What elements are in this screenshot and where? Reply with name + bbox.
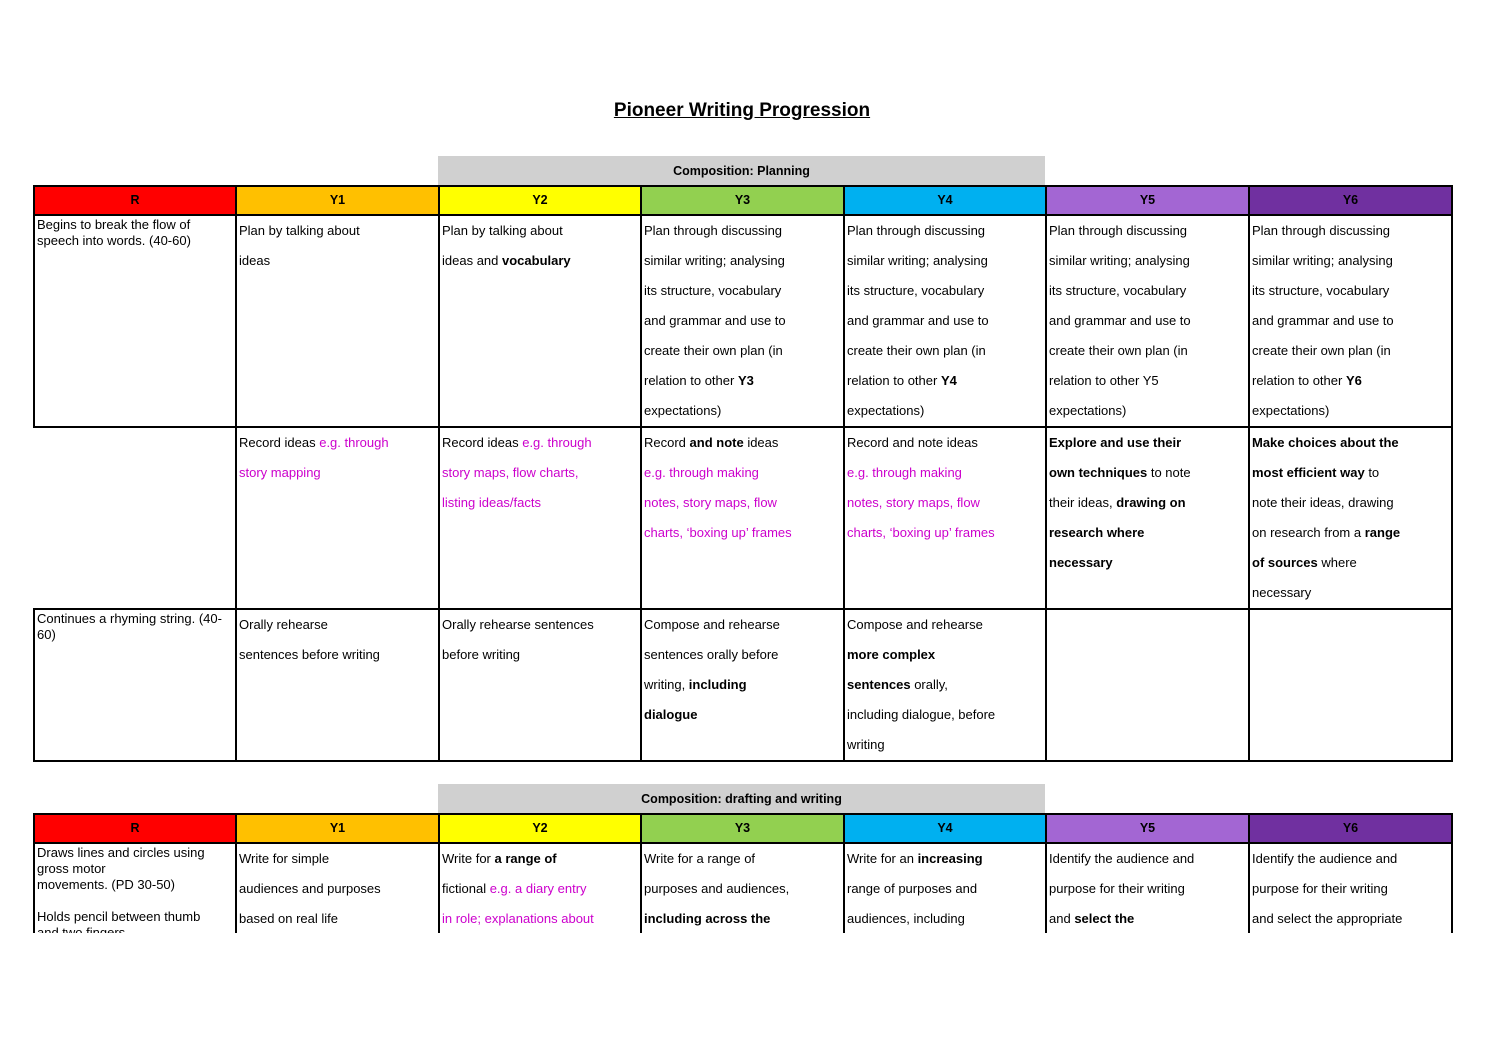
example-text: e.g. through making	[847, 465, 962, 480]
cell-y5	[1046, 215, 1249, 427]
cell-text: similar writing; analysing	[1049, 253, 1190, 268]
cell-text: sentences before writing	[239, 647, 380, 662]
cell-r	[34, 427, 236, 609]
cell-y3	[641, 609, 844, 761]
cell-text: Record	[644, 435, 690, 450]
example-text: e.g. through making	[644, 465, 759, 480]
cell-text: Record ideas	[442, 435, 523, 450]
cell-text: and grammar and use to	[1252, 313, 1394, 328]
example-text: notes, story maps, flow	[847, 495, 980, 510]
cell-text: expectations)	[644, 403, 722, 418]
example-text: in role; explanations about	[442, 911, 594, 926]
emphasis-text: including	[688, 677, 747, 692]
emphasis-text: Y3	[737, 373, 754, 388]
example-text: notes, story maps, flow	[644, 495, 777, 510]
cell-text: audiences, including	[847, 911, 965, 926]
emphasis-text: a range of	[494, 851, 557, 866]
header-row	[34, 814, 1452, 843]
cell-y5	[1046, 427, 1249, 609]
header-y4: Y4	[844, 814, 1046, 843]
emphasis-text: Y4	[940, 373, 957, 388]
cell-y2	[439, 215, 641, 427]
cell-text: purpose for their writing	[1049, 881, 1185, 896]
header-y2: Y2	[439, 186, 641, 215]
cell-text	[442, 844, 638, 874]
example-text: charts, ‘boxing up’ frames	[644, 525, 792, 540]
cell-text: including dialogue, before	[847, 707, 996, 722]
cell-text: ideas	[743, 435, 779, 450]
emphasis-text: own techniques	[1049, 465, 1148, 480]
cell-text: writing,	[644, 677, 689, 692]
emphasis-text: Y6	[1345, 373, 1362, 388]
cell-y6	[1249, 609, 1452, 761]
cell-text: Continues a rhyming string. (40-	[37, 611, 222, 626]
cell-text: and grammar and use to	[847, 313, 989, 328]
emphasis-text: increasing	[917, 851, 983, 866]
emphasis-text: including across the	[644, 911, 771, 926]
cell-text: range of purposes and	[847, 881, 978, 896]
cell-text: relation to other	[1252, 373, 1346, 388]
page-title: Pioneer Writing Progression	[613, 100, 871, 121]
header-y6: Y6	[1249, 814, 1452, 843]
cell-text	[1049, 458, 1246, 488]
emphasis-text: research where	[1049, 525, 1145, 540]
emphasis-text: Explore and use their	[1049, 435, 1182, 450]
cell-text: their ideas,	[1049, 495, 1117, 510]
table-row	[34, 215, 1452, 427]
header-y5: Y5	[1046, 814, 1249, 843]
cell-text	[442, 874, 638, 904]
cell-text: its structure, vocabulary	[1252, 283, 1390, 298]
cell-text: necessary	[1252, 585, 1312, 600]
cell-text: Write for simple	[239, 851, 330, 866]
cell-y3	[641, 427, 844, 609]
cell-text: note their ideas, drawing	[1252, 495, 1394, 510]
header-r: R	[34, 814, 236, 843]
cell-text: gross motor	[37, 861, 106, 876]
emphasis-text: necessary	[1049, 555, 1113, 570]
cell-text: Holds pencil between thumb	[37, 909, 201, 924]
cell-text: similar writing; analysing	[1252, 253, 1393, 268]
cell-r	[34, 215, 236, 427]
header-y1: Y1	[236, 186, 439, 215]
cell-text	[847, 366, 1043, 396]
cell-text: expectations)	[1252, 403, 1330, 418]
example-text: story mapping	[239, 465, 321, 480]
cell-text	[644, 366, 841, 396]
header-y2: Y2	[439, 814, 641, 843]
example-text: e.g. through	[522, 435, 592, 450]
cell-text: Identify the audience and	[1252, 851, 1398, 866]
cell-text: its structure, vocabulary	[1049, 283, 1187, 298]
header-y6: Y6	[1249, 186, 1452, 215]
cell-text	[1252, 548, 1449, 578]
cell-text: audiences and purposes	[239, 881, 381, 896]
cell-text: its structure, vocabulary	[644, 283, 782, 298]
cell-text: Write for a range of	[644, 851, 756, 866]
emphasis-text: dialogue	[644, 707, 698, 722]
cell-y4	[844, 427, 1046, 609]
cell-text: Record ideas	[239, 435, 320, 450]
section-heading-drafting: Composition: drafting and writing	[438, 784, 1045, 814]
cell-y6	[1249, 215, 1452, 427]
cell-y1	[236, 427, 439, 609]
emphasis-text: select the	[1074, 911, 1135, 926]
cell-text: relation to other	[847, 373, 941, 388]
cell-text	[442, 246, 638, 276]
cell-text	[644, 428, 841, 458]
cell-text: Plan through discussing	[644, 223, 783, 238]
cell-text: sentences orally before	[644, 647, 779, 662]
cell-text	[847, 844, 1043, 874]
cell-text: Record and note ideas	[847, 435, 978, 450]
header-y1: Y1	[236, 814, 439, 843]
cell-text: similar writing; analysing	[847, 253, 988, 268]
cell-text: relation to other	[644, 373, 738, 388]
cell-y1	[236, 609, 439, 761]
cell-text: and	[1049, 911, 1075, 926]
cell-text: to	[1364, 465, 1380, 480]
cell-text: before writing	[442, 647, 521, 662]
emphasis-text: most efficient way	[1252, 465, 1365, 480]
cell-text: Draws lines and circles using	[37, 845, 205, 860]
emphasis-text: vocabulary	[502, 253, 571, 268]
cell-text: writing	[847, 737, 885, 752]
example-text: story maps, flow charts,	[442, 465, 579, 480]
cell-text: Plan by talking about	[442, 223, 563, 238]
cell-y6	[1249, 427, 1452, 609]
cell-text	[442, 428, 638, 458]
cell-text: and grammar and use to	[644, 313, 786, 328]
example-text: charts, ‘boxing up’ frames	[847, 525, 995, 540]
cell-text: expectations)	[847, 403, 925, 418]
cell-text: Begins to break the flow of	[37, 217, 191, 232]
emphasis-text: Make choices about the	[1252, 435, 1399, 450]
cell-text: orally,	[910, 677, 948, 692]
example-text: e.g. a diary entry	[489, 881, 587, 896]
cell-text: to note	[1147, 465, 1191, 480]
cell-text	[1252, 518, 1449, 548]
cell-text: movements. (PD 30-50)	[37, 877, 175, 892]
cell-text: purposes and audiences,	[644, 881, 790, 896]
cell-text: purpose for their writing	[1252, 881, 1388, 896]
cell-text: create their own plan (in	[1049, 343, 1188, 358]
cell-text: Plan by talking about	[239, 223, 360, 238]
cell-text	[239, 428, 436, 458]
cell-y4	[844, 215, 1046, 427]
cell-y4	[844, 609, 1046, 761]
cell-text	[1049, 488, 1246, 518]
emphasis-text: of sources	[1252, 555, 1318, 570]
cell-text: Orally rehearse sentences	[442, 617, 594, 632]
header-row	[34, 186, 1452, 215]
cell-text: on research from a	[1252, 525, 1365, 540]
cell-text: and select the appropriate	[1252, 911, 1403, 926]
cell-text: Compose and rehearse	[644, 617, 780, 632]
header-y3: Y3	[641, 186, 844, 215]
planning-table	[33, 185, 1453, 762]
cell-text: Compose and rehearse	[847, 617, 983, 632]
table-row	[34, 427, 1452, 609]
cell-text: based on real life	[239, 911, 339, 926]
cell-text: its structure, vocabulary	[847, 283, 985, 298]
cell-y5	[1046, 609, 1249, 761]
cell-text: Write for	[442, 851, 495, 866]
cell-y3	[641, 215, 844, 427]
cell-text: 60)	[37, 627, 56, 642]
cell-text: relation to other Y5	[1049, 373, 1159, 388]
emphasis-text: range	[1364, 525, 1401, 540]
cell-text: create their own plan (in	[1252, 343, 1391, 358]
cell-text: expectations)	[1049, 403, 1127, 418]
cell-text: Plan through discussing	[1252, 223, 1391, 238]
example-text: listing ideas/facts	[442, 495, 541, 510]
emphasis-text: more complex	[847, 647, 936, 662]
emphasis-text: sentences	[847, 677, 911, 692]
cell-text: fictional	[442, 881, 490, 896]
cell-text: Write for an	[847, 851, 918, 866]
cell-y2	[439, 427, 641, 609]
cell-text	[644, 670, 841, 700]
cell-text: Identify the audience and	[1049, 851, 1195, 866]
cell-r	[34, 609, 236, 761]
cell-text: create their own plan (in	[644, 343, 783, 358]
cell-text: similar writing; analysing	[644, 253, 785, 268]
cell-text	[1252, 366, 1449, 396]
emphasis-text: drawing on	[1116, 495, 1186, 510]
cell-text: Plan through discussing	[847, 223, 986, 238]
cell-text: where	[1317, 555, 1357, 570]
cell-text: ideas	[239, 253, 271, 268]
header-y5: Y5	[1046, 186, 1249, 215]
cell-y1	[236, 215, 439, 427]
cell-text	[1252, 458, 1449, 488]
section-heading-planning: Composition: Planning	[438, 156, 1045, 186]
emphasis-text: and note	[689, 435, 744, 450]
header-y3: Y3	[641, 814, 844, 843]
table-row	[34, 609, 1452, 761]
cell-text: speech into words. (40-60)	[37, 233, 191, 248]
cell-text: ideas and	[442, 253, 502, 268]
cell-text	[847, 670, 1043, 700]
cell-y2	[439, 609, 641, 761]
header-y4: Y4	[844, 186, 1046, 215]
cell-text	[1049, 904, 1246, 934]
cell-text: Orally rehearse	[239, 617, 328, 632]
cell-text: Plan through discussing	[1049, 223, 1188, 238]
page-bottom-margin	[0, 933, 1497, 1058]
example-text: e.g. through	[319, 435, 389, 450]
cell-text: create their own plan (in	[847, 343, 986, 358]
header-r: R	[34, 186, 236, 215]
cell-text: and grammar and use to	[1049, 313, 1191, 328]
